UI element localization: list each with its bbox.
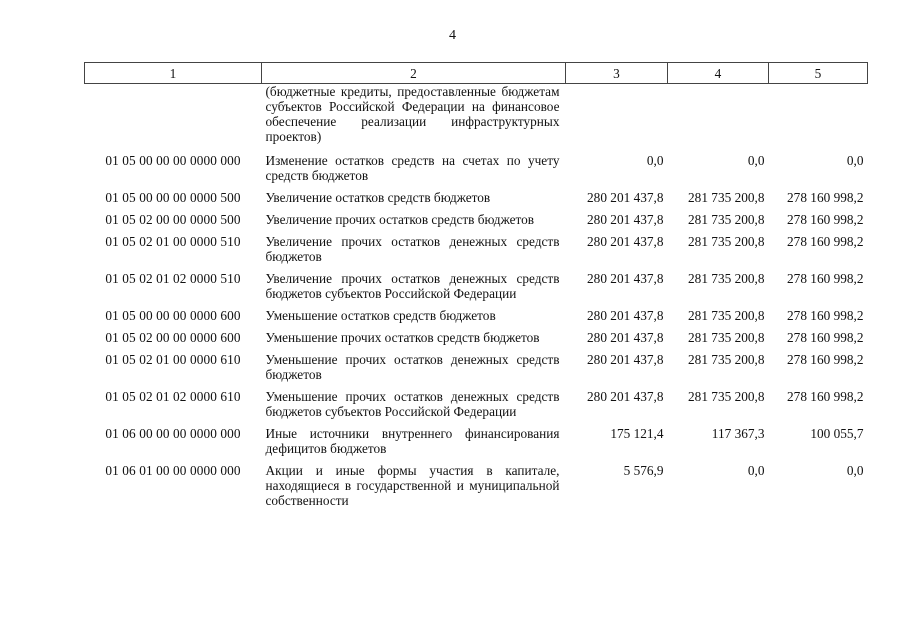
header-row [85, 63, 868, 84]
description-cell: Увеличение прочих остатков денежных средств бюджетов [265, 234, 560, 264]
budget-code-cell: 01 05 02 01 02 0000 610 [105, 389, 241, 404]
description-cell: Изменение остатков средств на счетах по учету средств бюджетов [265, 153, 560, 183]
value-col5-cell: 100 055,7 [810, 426, 864, 441]
value-col4-cell: 281 735 200,8 [688, 352, 765, 367]
value-col3-cell: 280 201 437,8 [587, 352, 664, 367]
value-col4-cell: 281 735 200,8 [688, 234, 765, 249]
budget-code-cell: 01 05 02 01 02 0000 510 [105, 271, 241, 286]
value-col3-cell: 280 201 437,8 [587, 330, 664, 345]
value-cell [566, 84, 668, 154]
table-row [85, 190, 868, 212]
value-col5-cell: 278 160 998,2 [787, 352, 864, 367]
description-cell: Акции и иные формы участия в капитале, находящиеся в государственной и муниципальной собственности [265, 463, 560, 508]
table-row [85, 234, 868, 271]
budget-code-cell: 01 05 02 00 00 0000 600 [105, 330, 241, 345]
value-col3-cell: 280 201 437,8 [587, 389, 664, 404]
value-col3-cell: 280 201 437,8 [587, 190, 664, 205]
description-cell: Увеличение прочих остатков средств бюджетов [265, 212, 535, 227]
value-col3-cell: 280 201 437,8 [587, 271, 664, 286]
description-cell: Уменьшение остатков средств бюджетов [265, 308, 496, 323]
value-col5-cell: 278 160 998,2 [787, 234, 864, 249]
value-col4-cell: 281 735 200,8 [688, 389, 765, 404]
value-cell [769, 84, 868, 154]
column-header: 3 [566, 63, 668, 84]
budget-code-cell: 01 05 02 00 00 0000 500 [105, 212, 241, 227]
budget-code-cell: 01 05 00 00 00 0000 500 [105, 190, 241, 205]
column-header: 1 [85, 63, 262, 84]
table-header [85, 63, 868, 84]
budget-code-cell: 01 06 00 00 00 0000 000 [105, 426, 241, 441]
table-row [85, 426, 868, 463]
description-cell: Увеличение остатков средств бюджетов [265, 190, 491, 205]
table-body [85, 84, 868, 516]
budget-code-cell: 01 06 01 00 00 0000 000 [105, 463, 241, 478]
value-col4-cell: 281 735 200,8 [688, 212, 765, 227]
sources-table-container [84, 62, 867, 515]
description-cell: Уменьшение прочих остатков денежных средств бюджетов [265, 352, 560, 382]
description-cell: Уменьшение прочих остатков денежных средств бюджетов субъектов Российской Федерации [265, 389, 560, 419]
table-row [85, 330, 868, 352]
table-row [85, 389, 868, 426]
table-row [85, 271, 868, 308]
code-cell [85, 84, 262, 154]
value-col5-cell: 278 160 998,2 [787, 271, 864, 286]
value-col5-cell: 278 160 998,2 [787, 308, 864, 323]
table-row [85, 308, 868, 330]
budget-code-cell: 01 05 02 01 00 0000 510 [105, 234, 241, 249]
table-row [85, 352, 868, 389]
column-header: 2 [262, 63, 566, 84]
value-col5-cell: 0,0 [846, 463, 864, 478]
table-row [85, 212, 868, 234]
value-col3-cell: 280 201 437,8 [587, 234, 664, 249]
value-col5-cell: 0,0 [846, 153, 864, 168]
table-row [85, 463, 868, 515]
description-cell: Уменьшение прочих остатков средств бюджетов [265, 330, 540, 345]
value-cell [668, 84, 769, 154]
budget-code-cell: 01 05 00 00 00 0000 600 [105, 308, 241, 323]
continuation-row [85, 84, 868, 154]
value-col4-cell: 281 735 200,8 [688, 308, 765, 323]
value-col5-cell: 278 160 998,2 [787, 330, 864, 345]
value-col4-cell: 117 367,3 [711, 426, 765, 441]
budget-code-cell: 01 05 02 01 00 0000 610 [105, 352, 241, 367]
column-header: 5 [769, 63, 868, 84]
value-col4-cell: 281 735 200,8 [688, 190, 765, 205]
value-col4-cell: 281 735 200,8 [688, 271, 765, 286]
table-row [85, 153, 868, 190]
column-header: 4 [668, 63, 769, 84]
value-col3-cell: 175 121,4 [610, 426, 664, 441]
value-col4-cell: 0,0 [747, 463, 765, 478]
continuation-text: (бюджетные кредиты, предоставленные бюджетам субъектов Российской Федерации на финансовое обеспечение реализации инфраструктурных проектов) [265, 84, 560, 144]
page-number: 4 [449, 28, 456, 43]
sources-table [84, 62, 868, 515]
budget-code-cell: 01 05 00 00 00 0000 000 [105, 153, 241, 168]
value-col4-cell: 281 735 200,8 [688, 330, 765, 345]
value-col3-cell: 280 201 437,8 [587, 308, 664, 323]
description-cell: Иные источники внутреннего финансирования дефицитов бюджетов [265, 426, 560, 456]
value-col5-cell: 278 160 998,2 [787, 190, 864, 205]
value-col3-cell: 0,0 [646, 153, 664, 168]
value-col4-cell: 0,0 [747, 153, 765, 168]
value-col5-cell: 278 160 998,2 [787, 212, 864, 227]
value-col5-cell: 278 160 998,2 [787, 389, 864, 404]
value-col3-cell: 5 576,9 [623, 463, 664, 478]
value-col3-cell: 280 201 437,8 [587, 212, 664, 227]
description-cell: Увеличение прочих остатков денежных средств бюджетов субъектов Российской Федерации [265, 271, 560, 301]
